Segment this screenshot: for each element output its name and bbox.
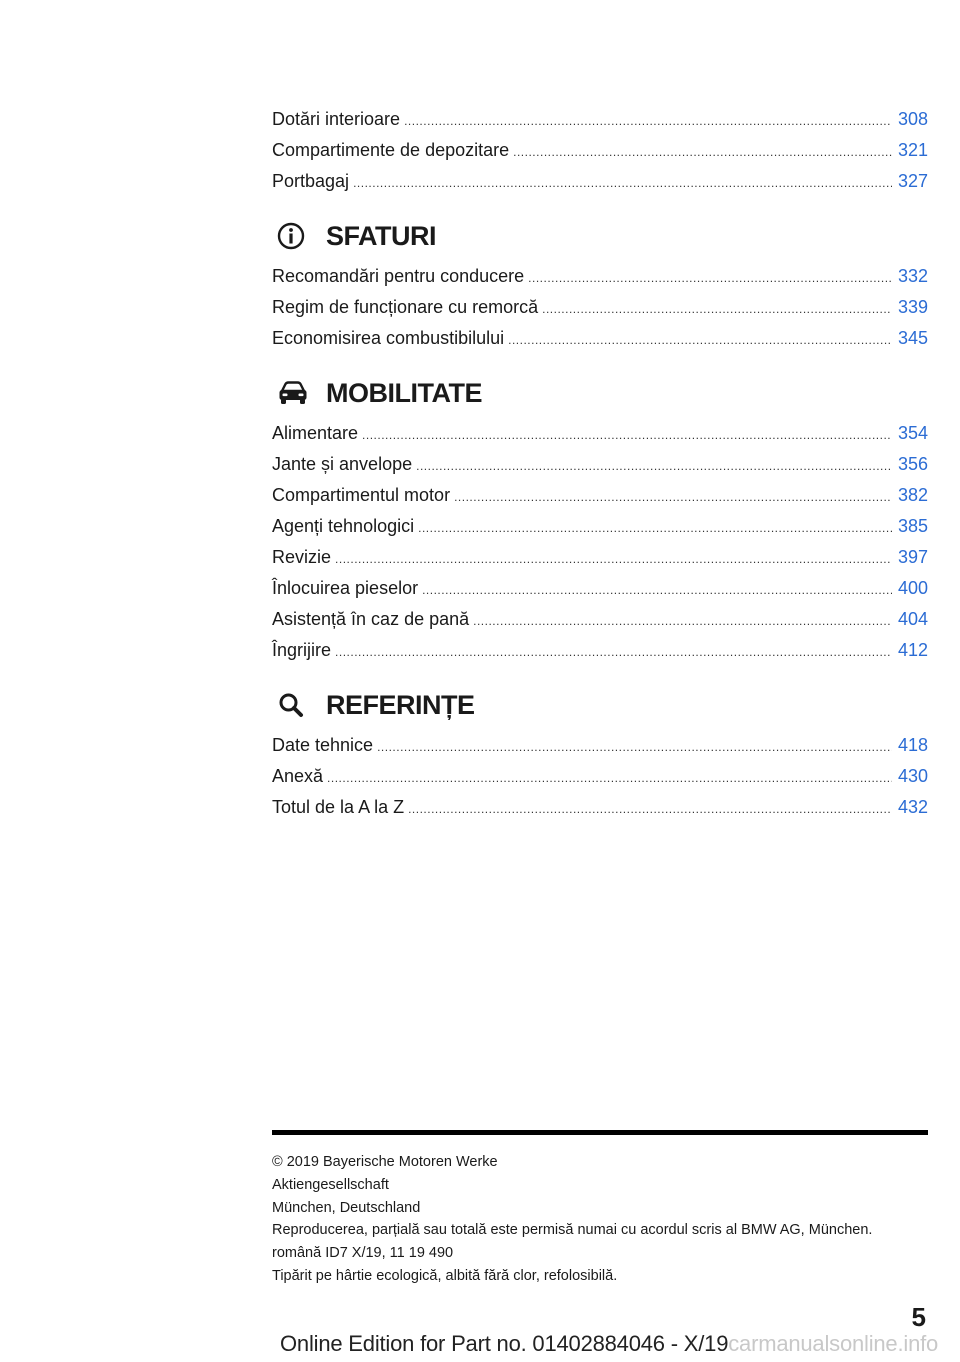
dot-leader xyxy=(353,168,892,199)
toc-entry[interactable] xyxy=(272,323,928,354)
toc-entry[interactable] xyxy=(272,449,928,480)
toc-entry-label: Economisirea combustibilului xyxy=(272,328,505,348)
section-heading-sfaturi xyxy=(272,216,928,256)
dot-leader xyxy=(422,575,892,606)
toc-entry-label: Agenți tehnologici xyxy=(272,516,415,536)
dot-leader xyxy=(404,106,892,137)
toc-entry-page[interactable]: 412 xyxy=(897,640,928,660)
toc-entry-page[interactable]: 400 xyxy=(897,578,928,598)
toc-entry-label: Jante și anvelope xyxy=(272,454,413,474)
edition-text: Online Edition for Part no. 01402884046 - X/19 xyxy=(280,1331,729,1356)
toc-entry-label: Date tehnice xyxy=(272,735,374,755)
toc-entry[interactable] xyxy=(272,292,928,323)
dot-leader xyxy=(377,732,892,763)
dot-leader xyxy=(327,763,892,794)
dot-leader xyxy=(362,420,892,451)
divider xyxy=(272,1130,928,1135)
reproduction-notice: Reproducerea, parțială sau totală este permisă numai cu acordul scris al BMW AG, München. xyxy=(272,1222,873,1239)
watermark: carmanualsonline.info xyxy=(728,1331,939,1356)
toc-entry[interactable] xyxy=(272,604,928,635)
toc-entry[interactable] xyxy=(272,635,928,666)
toc-entry-label: Alimentare xyxy=(272,423,359,443)
dot-leader xyxy=(408,794,892,825)
toc-entry-label: Compartimentul motor xyxy=(272,485,451,505)
toc-entry-page[interactable]: 327 xyxy=(897,171,928,191)
toc-entry-page[interactable]: 354 xyxy=(897,423,928,443)
section-title: SFATURI xyxy=(326,220,436,251)
toc-entry[interactable] xyxy=(272,730,928,761)
toc-entry-label: Compartimente de depozitare xyxy=(272,140,510,160)
section-title: REFERINȚE xyxy=(326,689,475,720)
search-icon xyxy=(276,686,314,724)
imprint-footer xyxy=(272,1130,928,1288)
toc-entry-label: Îngrijire xyxy=(272,640,332,660)
dot-leader xyxy=(473,606,892,637)
toc-entry-page[interactable]: 356 xyxy=(897,454,928,474)
section-title: MOBILITATE xyxy=(326,377,482,408)
toc-entry-label: Dotări interioare xyxy=(272,109,401,129)
toc-entry-label: Înlocuirea pieselor xyxy=(272,578,419,598)
toc-entry-page[interactable]: 432 xyxy=(897,797,928,817)
company-line: Aktiengesellschaft xyxy=(272,1176,389,1193)
toc-entry-label: Anexă xyxy=(272,766,324,786)
toc-entry-label: Revizie xyxy=(272,547,332,567)
toc-entry[interactable] xyxy=(272,261,928,292)
dot-leader xyxy=(508,325,892,356)
toc-entry[interactable] xyxy=(272,135,928,166)
dot-leader xyxy=(418,513,892,544)
toc-entry-page[interactable]: 385 xyxy=(897,516,928,536)
location-line: München, Deutschland xyxy=(272,1199,421,1216)
toc-entry[interactable] xyxy=(272,511,928,542)
toc-entry[interactable] xyxy=(272,480,928,511)
toc-entry-label: Portbagaj xyxy=(272,171,350,191)
table-of-contents xyxy=(272,104,928,823)
toc-entry[interactable] xyxy=(272,166,928,197)
toc-entry[interactable] xyxy=(272,761,928,792)
edition-id-line: română ID7 X/19, 11 19 490 xyxy=(272,1245,454,1262)
toc-entry-page[interactable]: 430 xyxy=(897,766,928,786)
toc-entry[interactable] xyxy=(272,573,928,604)
section-heading-mobilitate xyxy=(272,373,928,413)
section-heading-referinte xyxy=(272,685,928,725)
toc-entry-label: Recomandări pentru conducere xyxy=(272,266,525,286)
toc-entry-page[interactable]: 332 xyxy=(897,266,928,286)
toc-entry-page[interactable]: 418 xyxy=(897,735,928,755)
toc-entry[interactable] xyxy=(272,792,928,823)
toc-entry-page[interactable]: 397 xyxy=(897,547,928,567)
toc-entry[interactable] xyxy=(272,542,928,573)
toc-entry-page[interactable]: 321 xyxy=(897,140,928,160)
toc-entry[interactable] xyxy=(272,418,928,449)
toc-entry-page[interactable]: 382 xyxy=(897,485,928,505)
toc-entry-label: Regim de funcționare cu remorcă xyxy=(272,297,539,317)
toc-entry[interactable] xyxy=(272,104,928,135)
toc-entry-label: Asistență în caz de pană xyxy=(272,609,470,629)
dot-leader xyxy=(513,137,892,168)
paper-notice: Tipărit pe hârtie ecologică, albită fără clor, refolosibilă. xyxy=(272,1267,618,1284)
dot-leader xyxy=(335,637,892,668)
dot-leader xyxy=(416,451,892,482)
page-number: 5 xyxy=(911,1302,926,1332)
online-edition-banner xyxy=(280,1331,938,1357)
car-icon xyxy=(276,374,314,412)
toc-entry-page[interactable]: 308 xyxy=(897,109,928,129)
toc-entry-page[interactable]: 339 xyxy=(897,297,928,317)
toc-entry-page[interactable]: 404 xyxy=(897,609,928,629)
toc-entry-page[interactable]: 345 xyxy=(897,328,928,348)
dot-leader xyxy=(454,482,892,513)
copyright-line: © 2019 Bayerische Motoren Werke xyxy=(272,1154,498,1170)
dot-leader xyxy=(335,544,892,575)
toc-entry-label: Totul de la A la Z xyxy=(272,797,405,817)
info-circle-icon xyxy=(276,217,314,255)
dot-leader xyxy=(528,263,892,294)
dot-leader xyxy=(542,294,892,325)
